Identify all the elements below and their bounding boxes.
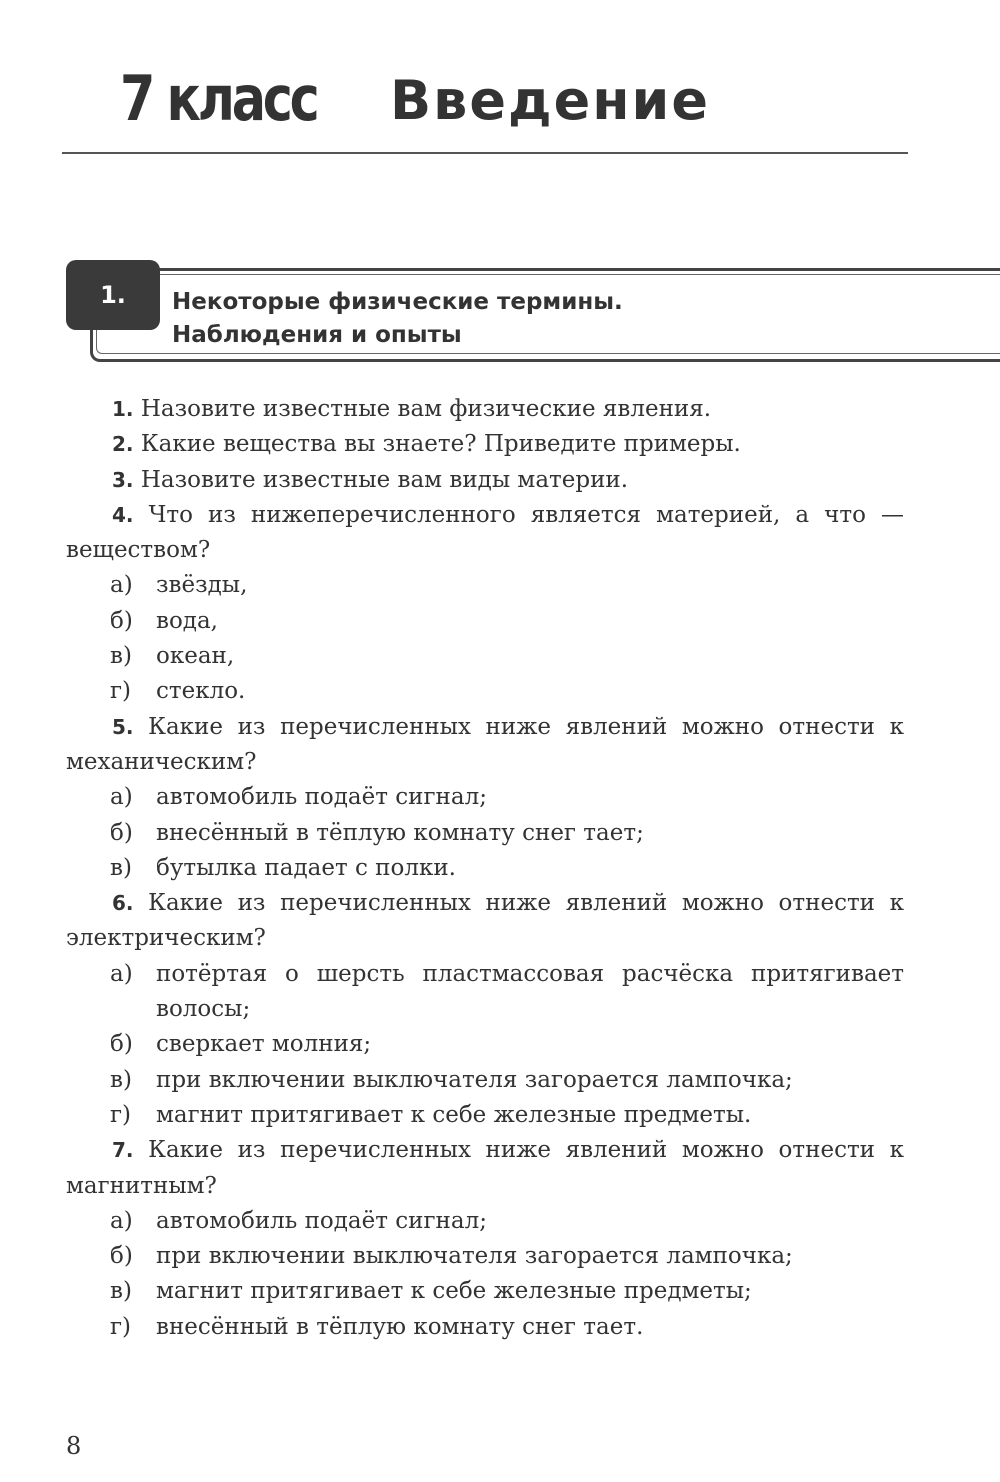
option-text: бутылка падает с полки. — [156, 854, 456, 881]
section-title-line-1: Некоторые физические термины. — [172, 289, 623, 315]
option-text: автомобиль подаёт сигнал; — [156, 1207, 487, 1234]
option-text: сверкает молния; — [156, 1031, 372, 1058]
question-text: Какие из перечисленных ниже явлений можно отнести к электрическим? — [66, 890, 904, 952]
question-number: 3. — [112, 467, 134, 492]
question-text: Какие вещества вы знаете? Приведите примеры. — [140, 431, 741, 458]
option — [66, 780, 904, 815]
option-label: а) — [110, 1207, 133, 1234]
option — [66, 674, 904, 709]
question-2 — [66, 427, 904, 462]
option — [66, 957, 904, 1028]
question-text: Какие из перечисленных ниже явлений можно отнести к механическим? — [66, 713, 904, 775]
question-6 — [66, 886, 904, 957]
question-1 — [66, 392, 904, 427]
option — [66, 1310, 904, 1345]
section-title — [172, 286, 623, 352]
option-label: б) — [110, 1243, 133, 1270]
question-text: Что из нижеперечисленного является материей, а что — веществом? — [66, 501, 904, 564]
option-label: г) — [110, 1101, 132, 1128]
option — [66, 568, 904, 603]
section-number-badge: 1. — [66, 260, 160, 330]
option — [66, 604, 904, 639]
option — [66, 1027, 904, 1062]
question-number: 2. — [112, 432, 134, 457]
option-label: б) — [110, 607, 133, 634]
chapter-topic: Введение — [390, 69, 710, 132]
option — [66, 1239, 904, 1274]
question-number: 6. — [112, 891, 134, 916]
option-text: автомобиль подаёт сигнал; — [156, 784, 487, 811]
option — [66, 851, 904, 886]
option-text: потёртая о шерсть пластмассовая расчёска притягивает волосы; — [156, 960, 904, 1023]
option-label: б) — [110, 819, 133, 846]
option-text: магнит притягивает к себе железные предметы. — [156, 1101, 752, 1128]
option-text: магнит притягивает к себе железные предметы; — [156, 1278, 752, 1305]
question-text: Назовите известные вам физические явления. — [140, 396, 712, 422]
option — [66, 1204, 904, 1239]
option-text: океан, — [156, 643, 235, 670]
page-number: 8 — [66, 1432, 82, 1460]
question-text: Назовите известные вам виды материи. — [140, 466, 629, 493]
option-text: стекло. — [156, 678, 246, 705]
option-label: в) — [110, 854, 132, 881]
question-text: Какие из перечисленных ниже явлений можно отнести к магнитным? — [66, 1137, 904, 1199]
option-label: б) — [110, 1031, 133, 1058]
option — [66, 816, 904, 851]
option — [66, 639, 904, 674]
option-text: при включении выключателя загорается лампочка; — [156, 1066, 793, 1093]
chapter-grade: 7 класс — [120, 62, 317, 135]
option — [66, 1098, 904, 1133]
option-label: г) — [110, 678, 132, 705]
question-number: 4. — [112, 502, 134, 527]
option-label: а) — [110, 572, 133, 599]
questions-body — [66, 392, 904, 1345]
option-text: при включении выключателя загорается лампочка; — [156, 1243, 793, 1270]
question-number: 7. — [112, 1138, 134, 1163]
option-text: внесённый в тёплую комнату снег тает; — [156, 819, 644, 846]
option-label: в) — [110, 1066, 132, 1093]
header-divider — [62, 152, 908, 154]
option-label: в) — [110, 643, 132, 670]
question-5 — [66, 710, 904, 781]
option-text: вода, — [156, 607, 218, 634]
option-text: внесённый в тёплую комнату снег тает. — [156, 1313, 644, 1340]
question-4 — [66, 498, 904, 569]
option-label: в) — [110, 1278, 132, 1305]
question-number: 1. — [112, 397, 134, 421]
option — [66, 1063, 904, 1098]
option-label: г) — [110, 1313, 132, 1340]
section-title-line-2: Наблюдения и опыты — [172, 322, 462, 348]
option-label: а) — [110, 784, 133, 811]
question-3 — [66, 463, 904, 498]
option-label: а) — [110, 960, 133, 987]
option-text: звёзды, — [156, 572, 248, 599]
question-number: 5. — [112, 714, 134, 739]
option — [66, 1274, 904, 1309]
question-7 — [66, 1133, 904, 1204]
